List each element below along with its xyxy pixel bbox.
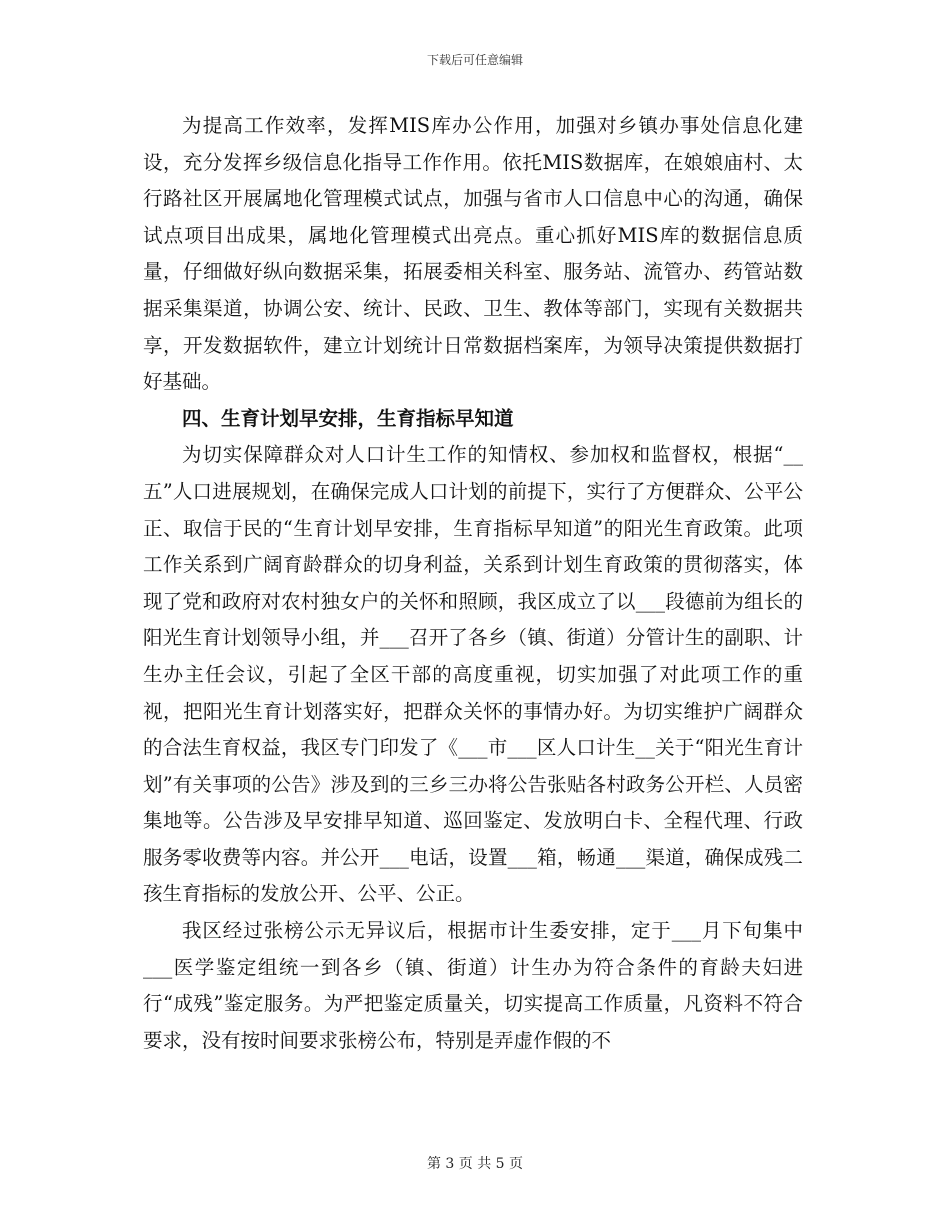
paragraph-disability-appraisal: 我区经过张榜公示无异议后，根据市计生委安排，定于___月下旬集中___医学鉴定组统一到各乡（镇、街道）计生办为符合条件的育龄夫妇进行“成残”鉴定服务。为严把鉴定质量关，切实提高工作质量，凡资料不符合要求，没有按时间要求张榜公布，特别是弄虚作假的不 — [143, 919, 803, 1052]
page-number: 第 3 页 共 5 页 — [426, 1156, 524, 1172]
paragraph-mis-database: 为提高工作效率，发挥MIS库办公作用，加强对乡镇办事处信息化建设，充分发挥乡级信息化指导工作作用。依托MIS数据库，在娘娘庙村、太行路社区开展属地化管理模式试点，加强与省市人口信息中心的沟通，确保试点项目出成果，属地化管理模式出亮点。重心抓好MIS库的数据信息质量，仔细做好纵向数据采集，拓展委相关科室、服务站、流管办、药管站数据采集渠道，协调公安、统计、民政、卫生、教体等部门，实现有关数据共享，开发数据软件，建立计划统计日常数据档案库，为领导决策提供数据打好基础。 — [143, 114, 803, 394]
document-body — [143, 108, 803, 1059]
section-heading-4: 四、生育计划早安排，生育指标早知道 — [182, 406, 514, 430]
page-header-note: 下载后可任意编辑 — [426, 53, 523, 67]
paragraph-sunshine-birth-policy: 为切实保障群众对人口计生工作的知情权、参加权和监督权，根据“__五”人口进展规划，在确保完成人口计划的前提下，实行了方便群众、公平公正、取信于民的“生育计划早安排，生育指标早知道”的阳光生育政策。此项工作关系到广阔育龄群众的切身利益，关系到计划生育政策的贯彻落实，体现了党和政府对农村独女户的关怀和照顾，我区成立了以___段德前为组长的阳光生育计划领导小组，并___召开了各乡（镇、街道）分管计生的副职、计生办主任会议，引起了全区干部的高度重视，切实加强了对此项工作的重视，把阳光生育计划落实好，把群众关怀的事情办好。为切实维护广阔群众的合法生育权益，我区专门印发了《___市___区人口计生__关于“阳光生育计划”有关事项的公告》涉及到的三乡三办将公告张贴各村政务公开栏、人员密集地等。公告涉及早安排早知道、巡回鉴定、发放明白卡、全程代理、行政服务零收费等内容。并公开___电话，设置___箱，畅通___渠道，确保成残二孩生育指标的发放公开、公平、公正。 — [143, 443, 803, 906]
